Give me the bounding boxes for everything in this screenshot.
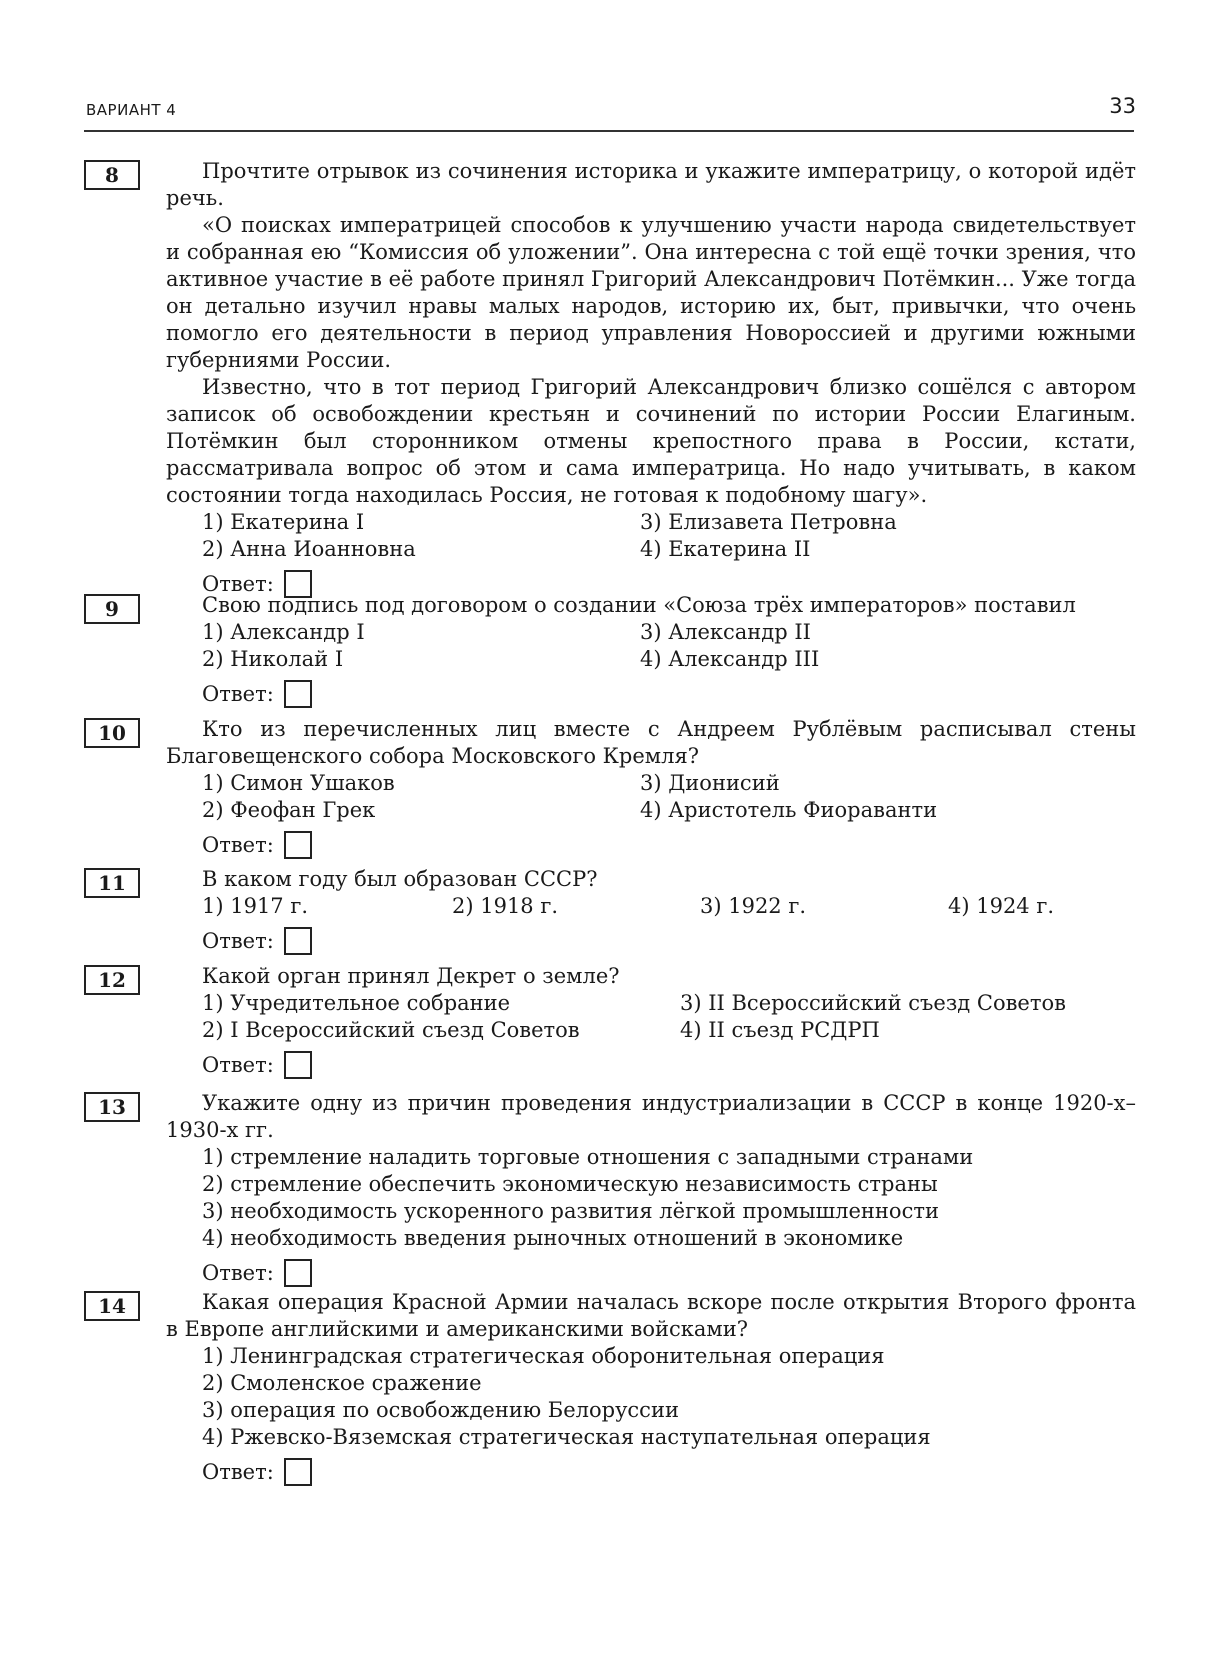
question-number: 13 bbox=[84, 1092, 140, 1122]
answer-label: Ответ: bbox=[202, 571, 274, 596]
option: 2) Феофан Грек bbox=[202, 798, 376, 822]
answer-box[interactable] bbox=[284, 1458, 312, 1486]
options-row bbox=[202, 646, 1136, 673]
options-row bbox=[202, 893, 1136, 920]
question-number: 8 bbox=[84, 160, 140, 190]
answer-label: Ответ: bbox=[202, 1052, 274, 1077]
question-9 bbox=[84, 592, 1136, 711]
option: 1) Ленинградская стратегическая оборонительная операция bbox=[202, 1344, 885, 1368]
options-row bbox=[202, 797, 1136, 824]
option: 2) Николай I bbox=[202, 647, 344, 671]
option: 2) Смоленское сражение bbox=[202, 1371, 482, 1395]
question-14 bbox=[84, 1289, 1136, 1489]
option: 4) Екатерина II bbox=[640, 537, 811, 561]
option: 3) II Всероссийский съезд Советов bbox=[680, 991, 1066, 1015]
question-number: 10 bbox=[84, 718, 140, 748]
answer-box[interactable] bbox=[284, 1051, 312, 1079]
option: 3) 1922 г. bbox=[700, 894, 807, 918]
question-number: 14 bbox=[84, 1291, 140, 1321]
option: 2) Анна Иоанновна bbox=[202, 537, 416, 561]
option: 4) необходимость введения рыночных отношений в экономике bbox=[202, 1226, 904, 1250]
option: 4) Александр III bbox=[640, 647, 820, 671]
option: 2) стремление обеспечить экономическую независимость страны bbox=[202, 1172, 938, 1196]
option: 1) Екатерина I bbox=[202, 510, 365, 534]
options-row bbox=[202, 536, 1136, 563]
option: 1) стремление наладить торговые отношения с западными странами bbox=[202, 1145, 974, 1169]
answer-label: Ответ: bbox=[202, 928, 274, 953]
question-text: Укажите одну из причин проведения индустриализации в СССР в конце 1920-х–1930-х гг. bbox=[166, 1091, 1136, 1142]
option: 3) необходимость ускоренного развития лёгкой промышленности bbox=[202, 1199, 939, 1223]
option: 4) Ржевско-Вяземская стратегическая наступательная операция bbox=[202, 1425, 931, 1449]
answer-box[interactable] bbox=[284, 680, 312, 708]
question-number: 11 bbox=[84, 868, 140, 898]
options-row bbox=[202, 990, 1136, 1017]
options-row bbox=[202, 1017, 1136, 1044]
question-text: Прочтите отрывок из сочинения историка и укажите императрицу, о которой идёт речь. bbox=[166, 159, 1136, 210]
answer-label: Ответ: bbox=[202, 1459, 274, 1484]
option: 2) 1918 г. bbox=[452, 894, 559, 918]
answer-box[interactable] bbox=[284, 1259, 312, 1287]
quote-paragraph-2: Известно, что в тот период Григорий Александрович близко сошёлся с автором записок об освобождении крестьян и сочинений по истории России Елагиным. Потёмкин был сторонником отмены крепостного права в России, кстати, рассматривала вопрос об этом и сама императрица. Но надо учитывать, в каком состоянии тогда находилась Россия, не готовая к подобному шагу». bbox=[166, 375, 1136, 507]
answer-row bbox=[202, 924, 1136, 958]
variant-label: ВАРИАНТ 4 bbox=[86, 101, 177, 119]
answer-row bbox=[202, 1455, 1136, 1489]
question-text: Кто из перечисленных лиц вместе с Андреем Рублёвым расписывал стены Благовещенского собора Московского Кремля? bbox=[166, 717, 1136, 768]
options-row bbox=[202, 509, 1136, 536]
answer-row bbox=[202, 828, 1136, 862]
question-text: В каком году был образован СССР? bbox=[202, 867, 598, 891]
question-10 bbox=[84, 716, 1136, 862]
option: 1) Учредительное собрание bbox=[202, 991, 511, 1015]
question-number: 9 bbox=[84, 594, 140, 624]
options-row bbox=[202, 770, 1136, 797]
option: 4) Аристотель Фиораванти bbox=[640, 798, 938, 822]
answer-box[interactable] bbox=[284, 831, 312, 859]
option: 2) I Всероссийский съезд Советов bbox=[202, 1018, 580, 1042]
option: 3) операция по освобождению Белоруссии bbox=[202, 1398, 679, 1422]
options-row bbox=[202, 619, 1136, 646]
question-12 bbox=[84, 963, 1136, 1082]
question-11 bbox=[84, 866, 1136, 958]
answer-label: Ответ: bbox=[202, 681, 274, 706]
option: 1) Симон Ушаков bbox=[202, 771, 395, 795]
question-text: Какой орган принял Декрет о земле? bbox=[202, 964, 620, 988]
answer-label: Ответ: bbox=[202, 832, 274, 857]
page-number: 33 bbox=[1109, 94, 1136, 118]
question-number: 12 bbox=[84, 965, 140, 995]
option: 1) Александр I bbox=[202, 620, 365, 644]
question-13 bbox=[84, 1090, 1136, 1290]
answer-row bbox=[202, 677, 1136, 711]
question-text: Какая операция Красной Армии началась вскоре после открытия Второго фронта в Европе английскими и американскими войсками? bbox=[166, 1290, 1136, 1341]
answer-box[interactable] bbox=[284, 927, 312, 955]
answer-row bbox=[202, 1256, 1136, 1290]
answer-label: Ответ: bbox=[202, 1260, 274, 1285]
quote-paragraph-1: «О поисках императрицей способов к улучшению участи народа свидетельствует и собранная ею “Комиссия об уложении”. Она интересна с той ещё точки зрения, что активное участие в её работе принял Григорий Александрович Потёмкин... Уже тогда он детально изучил нравы малых народов, историю их, быт, привычки, что очень помогло его деятельности в период управления Новороссией и другими южными губерниями России. bbox=[166, 213, 1136, 372]
option: 4) II съезд РСДРП bbox=[680, 1018, 880, 1042]
option: 3) Александр II bbox=[640, 620, 811, 644]
header-rule bbox=[84, 130, 1134, 132]
option: 3) Елизавета Петровна bbox=[640, 510, 897, 534]
question-text: Свою подпись под договором о создании «Союза трёх императоров» поставил bbox=[202, 593, 1076, 617]
option: 3) Дионисий bbox=[640, 771, 780, 795]
option: 4) 1924 г. bbox=[948, 894, 1055, 918]
answer-row bbox=[202, 1048, 1136, 1082]
option: 1) 1917 г. bbox=[202, 894, 309, 918]
question-8 bbox=[84, 158, 1136, 601]
